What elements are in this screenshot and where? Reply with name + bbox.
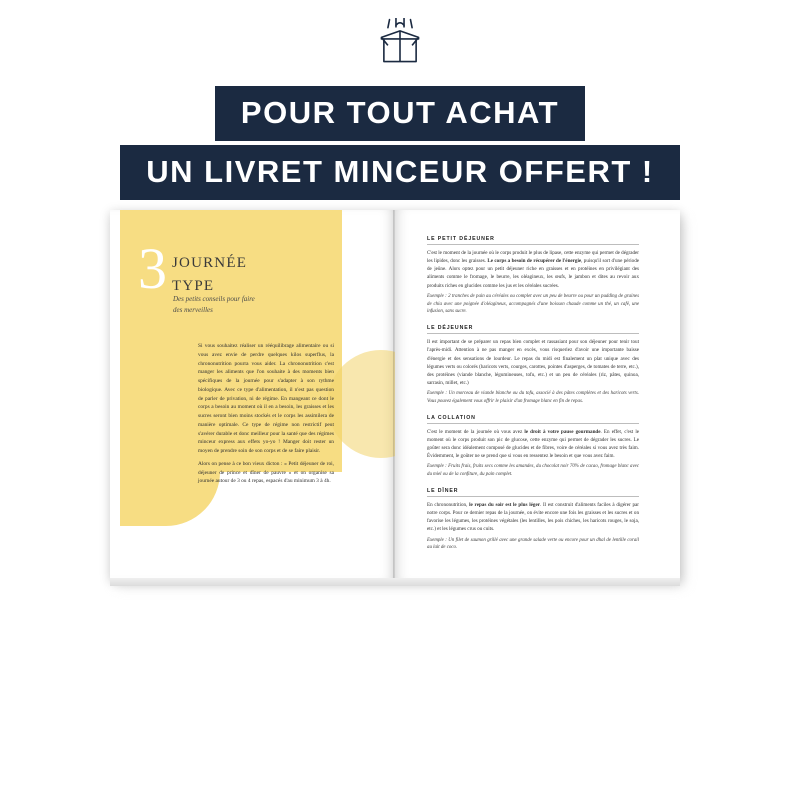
open-book (110, 210, 690, 590)
section-body: C'est le moment de la journée où le corps produit le plus de lipase, cette enzyme qui permet de dégrader les lipides, donc les graisses. Le corps a besoin de récupérer de l'énergie, puisqu'il sort d'une période de jeûne. Alors optez pour un petit déjeuner riche en graisses et en protéines en privilégiant des aliments comme le fromage, le beurre, les oléagineux, les œufs, le jambon et dites au revoir aux produits riches en glucides comme les jus et les céréales sucrées. Exemple : 2 tranches de pain au céréales ou complet avec un peu de beurre ou pour un pudding de graines de chia avec une poignée d'oléagineux, accompagnés d'une boisson chaude comme un thé, un café, une infusion, sans sucre. (427, 250, 640, 315)
chapter-title: JOURNÉE TYPE (172, 255, 248, 294)
section-heading: LE PETIT DÉJEUNER (427, 236, 639, 245)
gift-box-icon (365, 18, 435, 68)
content-section (427, 325, 639, 406)
book-spread (110, 210, 680, 580)
section-heading: LA COLLATION (427, 415, 639, 424)
promo-line-1: POUR TOUT ACHAT (215, 86, 585, 141)
section-body: En chrononutrition, le repas du soir est le plus léger. Il est construit d'aliments faciles à digérer par notre corps. Pour ce dernier repas de la journée, on évite encore une fois les graisses et les sucres et on favorise les légumes, les protéines végétales (les lentilles, les pois chiches, les haricots rouges, le soja, etc.) et les légumes crus ou cuits. Exemple : Un filet de saumon grillé avec une grande salade verte ou encore pour un dhal de lentille corail au lait de coco. (427, 502, 639, 551)
promo-header (0, 0, 800, 200)
book-right-page (395, 210, 680, 580)
book-base-edge (110, 578, 680, 586)
section-example: Exemple : Fruits frais, fruits secs comme les amandes, du chocolat noir 70% de cacao, fromage blanc avec du miel ou de la confiture, du pain complet. (427, 464, 639, 478)
section-body: C'est le moment de la journée où vous avez le droit à votre pause gourmande. En effet, c'est le moment où le corps produit son pic de glucose, cette enzyme qui permet de dégrader les sucres. Le goûter sera donc idéalement composé de glucides et de fibres, voire de céréales si vous avez très faim. Évidemment, le goûter ne se prend que si vous en ressentez le besoin et que vous avez faim. Exemple : Fruits frais, fruits secs comme les amandes, du chocolat noir 70% de cacao, fromage blanc avec du miel ou de la confiture, du pain complet. (427, 428, 639, 478)
section-example: Exemple : Un morceau de viande blanche ou du tofu, associé à des pâtes complètes et des haricots verts. Vous pouvez également vous offrir le plaisir d'un fromage blanc en fin de repas. (427, 391, 639, 404)
section-heading: LE DÎNER (427, 488, 639, 497)
book-left-page (110, 210, 395, 580)
paragraph: Si vous souhaitez réaliser un rééquilibrage alimentaire ou si vous avez envie de perdre quelques kilos superflus, la chrononutrition pourra vous aider. La chrononutrition c'est manger les aliments que l'on souhaite à des moments bien spécifiques de la journée pour s'adapter à son rythme biologique. Avec ce type d'alimentation, il n'est pas question de parler de privation, ni de régime. En mangeant ce dont le corps a besoin au moment où il en a besoin, les graisses et les sucres seront bien moins stockés et le corps les assimilera de manière optimale. Ce type de régime non restrictif peut s'avérer durable et donc meilleur pour la santé que des régimes minceur express aux effets yo-yo ! Manger doit rester un moyen de prendre soin de son corps et de se faire plaisir. (198, 343, 334, 454)
section-example: Exemple : 2 tranches de pain au céréales ou complet avec un peu de beurre ou pour un pudding de graines de chia avec une poignée d'oléagineux, accompagnés d'une boisson chaude comme un thé, un café, une infusion, sans sucre. (427, 293, 639, 315)
content-section (427, 488, 639, 552)
promo-line-2: UN LIVRET MINCEUR OFFERT ! (120, 145, 679, 200)
left-page-body (198, 342, 334, 490)
content-section (427, 236, 639, 316)
chapter-number: 3 (138, 236, 167, 301)
section-body: Il est important de se préparer un repas bien complet et rassasiant pour son déjeuner pour tenir tout l'après-midi. Attention à ne pas manger en excès, vous risqueriez d'avoir une importante baisse d'énergie et des sensations de lourdeur. Le repas du midi est finalement un plat unique avec des légumes verts ou colorés (haricots verts, courges, carottes, pointes d'asperges, de tomates de terre, etc.), des protéines (viande blanche, légumineuses, tofu, etc.) et un peu de céréales (riz, pâtes, quinoa, sarrasin, millet, etc.) Exemple : Un morceau de viande blanche ou du tofu, associé à des pâtes complètes et des haricots verts. Vous pouvez également vous offrir le plaisir d'un fromage blanc en fin de repas. (427, 339, 639, 404)
section-heading: LE DÉJEUNER (427, 325, 639, 334)
chapter-subtitle: Des petits conseils pour faire des merveilles (173, 295, 255, 314)
content-section (427, 415, 639, 479)
right-page-body (427, 236, 639, 561)
paragraph: Alors on pense à ce bon vieux dicton : « Petit déjeuner de roi, déjeuner de prince et dîner de pauvre » et on organise sa journée autour de 3 ou 4 repas, espacés d'au minimum 3 à 4h. (198, 460, 334, 485)
section-example: Exemple : Un filet de saumon grillé avec une grande salade verte ou encore pour un dhal de lentille corail au lait de coco. (427, 537, 639, 551)
